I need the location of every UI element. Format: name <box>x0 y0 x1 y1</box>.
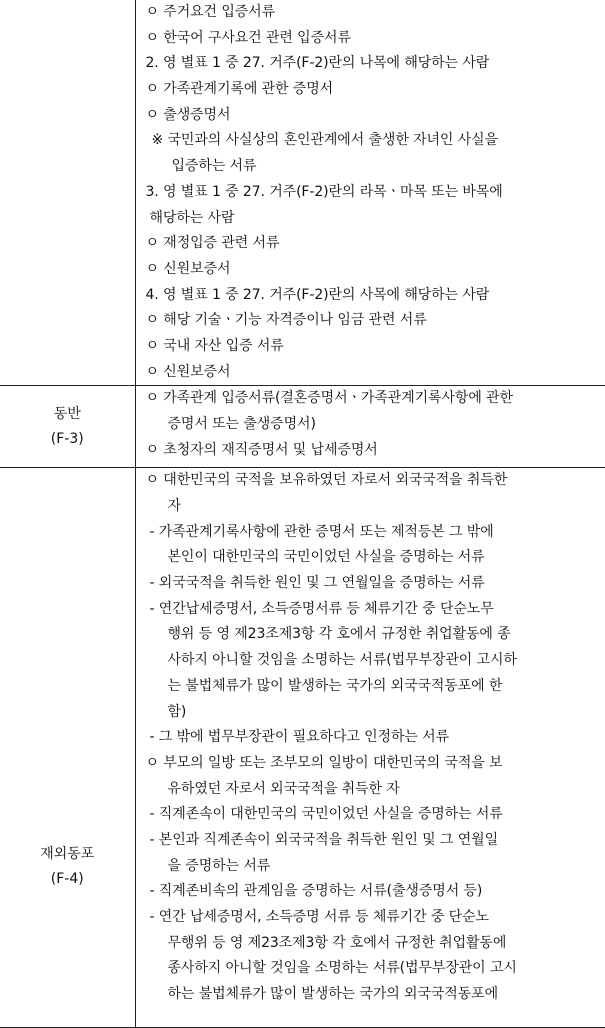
category-name: 재외동포 <box>40 846 95 863</box>
bullet-item: ㅇ 재정입증 관련 서류 <box>145 235 280 252</box>
category-code: (F-3) <box>50 430 84 447</box>
bullet-item: ㅇ 신원보증서 <box>145 260 231 277</box>
dash-continuation: 을 증명하는 서류 <box>167 857 271 874</box>
category-cell <box>0 0 135 386</box>
section-heading: 2. 영 별표 1 중 27. 거주(F-2)란의 나목에 해당하는 사람 <box>145 55 490 72</box>
dash-item: - 직계존속이 대한민국의 국민이었던 사실을 증명하는 서류 <box>149 806 503 823</box>
category-code: (F-4) <box>50 871 84 888</box>
section-heading-continuation: 해당하는 사람 <box>149 209 235 226</box>
table-row <box>0 386 605 468</box>
dash-continuation: 행위 등 영 제23조제3항 각 호에서 규정한 취업활동에 종 <box>167 626 511 643</box>
section-heading: 3. 영 별표 1 중 27. 거주(F-2)란의 라목ㆍ마목 또는 바목에 <box>145 183 503 200</box>
dash-continuation: 사하지 아니할 것임을 소명하는 서류(법무부장관이 고시하 <box>167 652 517 669</box>
dash-item: - 가족관계기록사항에 관한 증명서 또는 제적등본 그 밖에 <box>149 523 494 540</box>
note-continuation: 입증하는 서류 <box>171 158 257 175</box>
dash-continuation: 본인이 대한민국의 국민이었던 사실을 증명하는 서류 <box>167 549 485 566</box>
documents-cell <box>135 468 605 1028</box>
bullet-item: ㅇ 출생증명서 <box>145 106 231 123</box>
bullet-item: ㅇ 대한민국의 국적을 보유하였던 자로서 외국국적을 취득한 <box>145 472 508 489</box>
bullet-item: ㅇ 해당 기술ㆍ기능 자격증이나 임금 관련 서류 <box>145 312 427 329</box>
dash-item: - 직계존비속의 관계임을 증명하는 서류(출생증명서 등) <box>149 883 483 900</box>
dash-continuation: 하는 불법체류가 많이 발생하는 국가의 외국국적동포에 <box>167 986 499 1003</box>
bullet-item: ㅇ 가족관계 입증서류(결혼증명서ㆍ가족관계기록사항에 관한 <box>145 390 513 407</box>
category-cell <box>0 386 135 468</box>
bullet-continuation: 증명서 또는 출생증명서) <box>167 416 316 432</box>
dash-item: - 외국국적을 취득한 원인 및 그 연월일을 증명하는 서류 <box>149 575 485 592</box>
documents-cell <box>135 0 605 386</box>
dash-continuation: 는 불법체류가 많이 발생하는 국가의 외국국적동포에 한 <box>167 677 503 694</box>
dash-item: - 그 밖에 법무부장관이 필요하다고 인정하는 서류 <box>149 729 450 746</box>
table-row <box>0 0 605 386</box>
bullet-item: ㅇ 부모의 일방 또는 조부모의 일방이 대한민국의 국적을 보 <box>145 754 503 771</box>
note-item: ※ 국민과의 사실상의 혼인관계에서 출생한 자녀인 사실을 <box>151 132 498 149</box>
bullet-item: ㅇ 주거요건 입증서류 <box>145 4 276 20</box>
category-name: 동반 <box>53 405 81 422</box>
bullet-item: ㅇ 국내 자산 입증 서류 <box>145 337 284 354</box>
dash-continuation: 무행위 등 영 제23조제3항 각 호에서 규정한 취업활동에 <box>167 934 507 951</box>
table-row <box>0 468 605 1028</box>
dash-continuation: 종사하지 아니할 것임을 소명하는 서류(법무부장관이 고시 <box>167 960 517 977</box>
bullet-item: ㅇ 신원보증서 <box>145 363 231 380</box>
category-cell <box>0 468 135 1028</box>
bullet-continuation: 자 <box>167 498 181 514</box>
documents-cell <box>135 386 605 468</box>
dash-item: - 연간 납세증명서, 소득증명 서류 등 체류기간 중 단순노 <box>149 909 489 925</box>
dash-item: - 본인과 직계존속이 외국국적을 취득한 원인 및 그 연월일 <box>149 831 499 848</box>
bullet-item: ㅇ 한국어 구사요건 관련 입증서류 <box>145 29 351 46</box>
section-heading: 4. 영 별표 1 중 27. 거주(F-2)란의 사목에 해당하는 사람 <box>145 286 490 303</box>
bullet-item: ㅇ 초청자의 재직증명서 및 납세증명서 <box>145 441 378 458</box>
bullet-item: ㅇ 가족관계기록에 관한 증명서 <box>145 81 334 98</box>
bullet-continuation: 유하였던 자로서 외국국적을 취득한 자 <box>167 780 400 797</box>
dash-continuation: 함) <box>167 703 187 720</box>
dash-item: - 연간납세증명서, 소득증명서류 등 체류기간 중 단순노무 <box>149 600 494 617</box>
